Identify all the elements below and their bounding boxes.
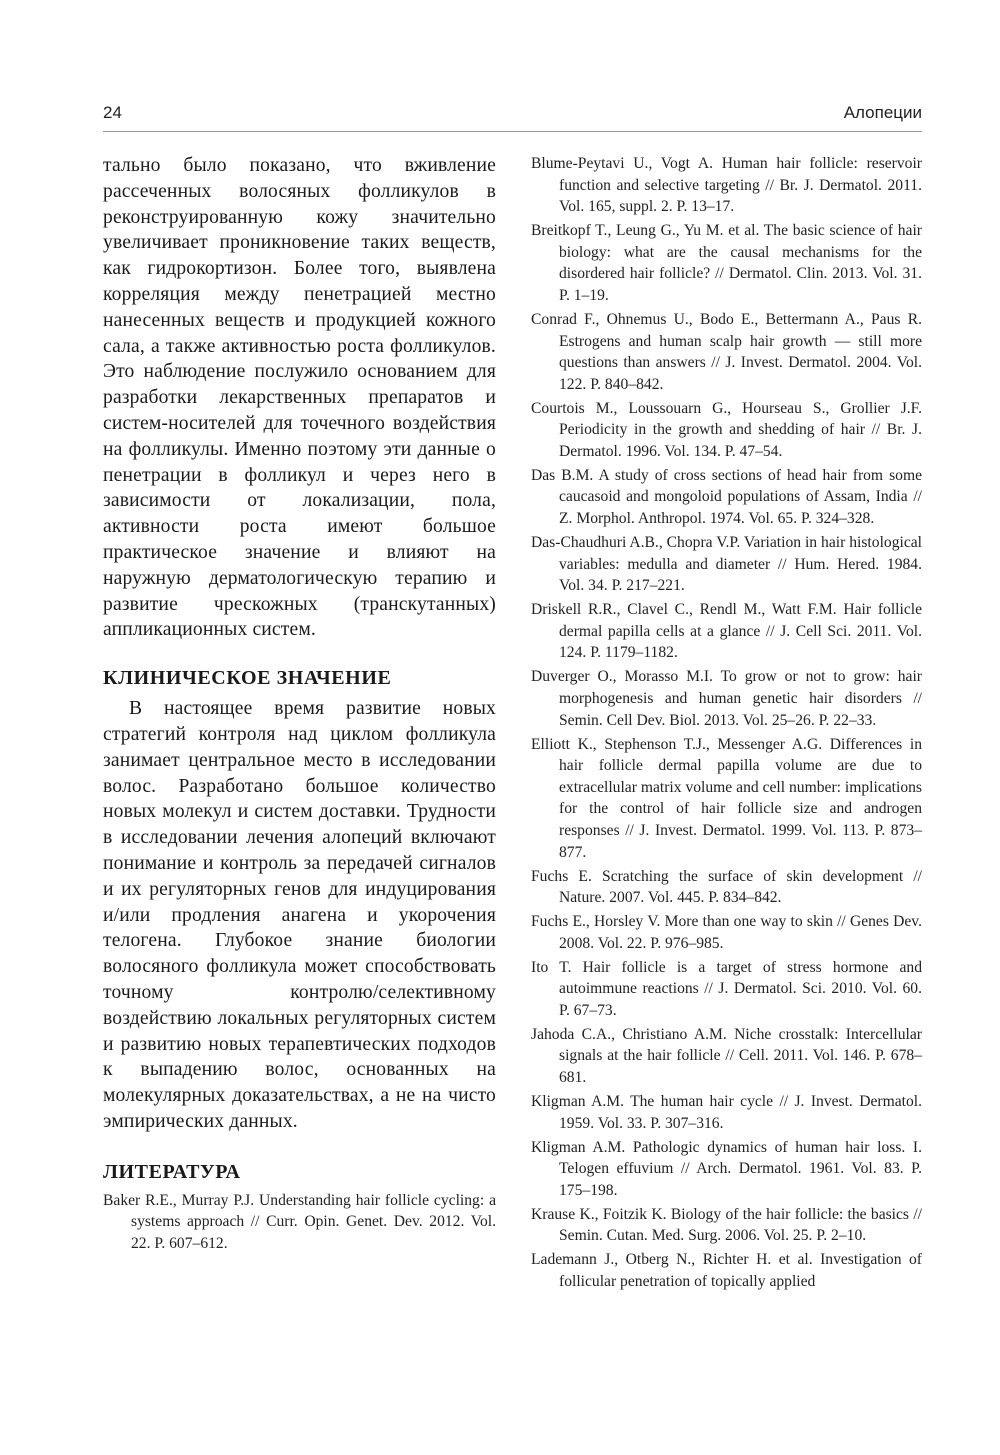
reference-baker: Baker R.E., Murray P.J. Understanding hair follicle cycling: a systems approach // Curr. Opin. Genet. Dev. 2012. Vol. 22. P. 607–612. bbox=[103, 1191, 496, 1252]
reference-item: Ito T. Hair follicle is a target of stress hormone and autoimmune reactions // J. Dermatol. Sci. 2010. Vol. 60. P. 67–73. bbox=[531, 958, 922, 1019]
reference-item: Das-Chaudhuri A.B., Chopra V.P. Variation in hair histological variables: medulla and diameter // Hum. Hered. 1984. Vol. 34. P. 217–221. bbox=[531, 534, 922, 595]
reference-item: Blume-Peytavi U., Vogt A. Human hair follicle: reservoir function and selective targeting // Br. J. Dermatol. 2011. Vol. 165, suppl. 2. P. 13–17. bbox=[531, 155, 922, 216]
page-number: 24 bbox=[103, 103, 122, 122]
reference-item: Lademann J., Otberg N., Richter H. et al. Investigation of follicular penetration of topically applied bbox=[531, 1251, 922, 1290]
clinical-significance-heading: КЛИНИЧЕСКОЕ ЗНАЧЕНИЕ bbox=[103, 667, 392, 690]
header-rule bbox=[103, 131, 922, 132]
reference-item: Courtois M., Loussouarn G., Hourseau S., Grollier J.F. Periodicity in the growth and shedding of hair // Br. J. Dermatol. 1996. Vol. 134. P. 47–54. bbox=[531, 399, 922, 460]
reference-item: Fuchs E. Scratching the surface of skin development // Nature. 2007. Vol. 445. P. 834–842. bbox=[531, 867, 922, 907]
clinical-paragraph: В настоящее время развитие новых стратегий контроля над циклом фолликула занимает центральное место в исследовании волос. Разработано большое количество новых молекул и систем доставки. Трудности в исследовании лечения алопеций включают понимание и контроль за передачей сигналов и их регуляторных генов для индуцирования и/или продления анагена и укорочения телогена. Глубокое знание биологии волосяного фолликула может способствовать точному контролю/селективному воздействию локальных регуляторных систем и развитию новых терапевтических подходов к выпадению волос, основанных на молекулярных доказательствах, а не на чисто эмпирических данных. bbox=[103, 698, 496, 1132]
reference-item: Elliott K., Stephenson T.J., Messenger A.G. Differences in hair follicle dermal papilla volume are due to extracellular matrix volume and cell number: implications for the control of hair follicle size and androgen responses // J. Invest. Dermatol. 1999. Vol. 113. P. 873–877. bbox=[531, 735, 922, 861]
reference-item: Duverger O., Morasso M.I. To grow or not to grow: hair morphogenesis and human genetic hair disorders // Semin. Cell Dev. Biol. 2013. Vol. 25–26. P. 22–33. bbox=[531, 668, 922, 729]
reference-item: Fuchs E., Horsley V. More than one way to skin // Genes Dev. 2008. Vol. 22. P. 976–985. bbox=[531, 913, 922, 952]
reference-item: Krause K., Foitzik K. Biology of the hair follicle: the basics // Semin. Cutan. Med. Surg. 2006. Vol. 25. P. 2–10. bbox=[531, 1205, 922, 1245]
reference-item: Breitkopf T., Leung G., Yu M. et al. The basic science of hair biology: what are the causal mechanisms for the disordered hair follicle? // Dermatol. Clin. 2013. Vol. 31. P. 1–19. bbox=[531, 222, 922, 304]
running-title: Алопеции bbox=[843, 103, 922, 122]
reference-item: Kligman A.M. Pathologic dynamics of human hair loss. I. Telogen effuvium // Arch. Dermatol. 1961. Vol. 83. P. 175–198. bbox=[531, 1138, 922, 1199]
reference-item: Conrad F., Ohnemus U., Bodo E., Bettermann A., Paus R. Estrogens and human scalp hair growth — still more questions than answers // J. Invest. Dermatol. 2004. Vol. 122. P. 840–842. bbox=[531, 310, 922, 393]
page-header bbox=[103, 103, 922, 131]
right-column-references bbox=[531, 153, 922, 1295]
intro-paragraph: тально было показано, что вживление рассеченных волосяных фолликулов в реконструированную кожу значительно увеличивает проникновение таких веществ, как гидрокортизон. Более того, выявлена корреляция между пенетрацией местно нанесенных веществ и продукцией кожного сала, а также активностью роста фолликулов. Это наблюдение послужило основанием для разработки лекарственных препаратов и систем-носителей для точечного воздействия на фолликулы. Именно поэтому эти данные о пенетрации в фолликул и через него в зависимости от локализации, пола, активности роста имеют большое практическое значение и влияют на наружную дерматологическую терапию и развитие чрескожных (транскутанных) аппликационных систем. bbox=[103, 155, 496, 641]
reference-item: Kligman A.M. The human hair cycle // J. Invest. Dermatol. 1959. Vol. 33. P. 307–316. bbox=[531, 1093, 922, 1132]
literature-heading: ЛИТЕРАТУРА bbox=[103, 1160, 241, 1183]
reference-item: Jahoda C.A., Christiano A.M. Niche crosstalk: Intercellular signals at the hair follicle // Cell. 2011. Vol. 146. P. 678–681. bbox=[531, 1025, 922, 1087]
left-column bbox=[103, 153, 496, 1257]
reference-item: Das B.M. A study of cross sections of head hair from some caucasoid and mongoloid populations of Assam, India // Z. Morphol. Anthropol. 1974. Vol. 65. P. 324–328. bbox=[531, 466, 922, 528]
reference-item: Driskell R.R., Clavel C., Rendl M., Watt F.M. Hair follicle dermal papilla cells at a glance // J. Cell Sci. 2011. Vol. 124. P. 1179–1182. bbox=[531, 601, 922, 662]
